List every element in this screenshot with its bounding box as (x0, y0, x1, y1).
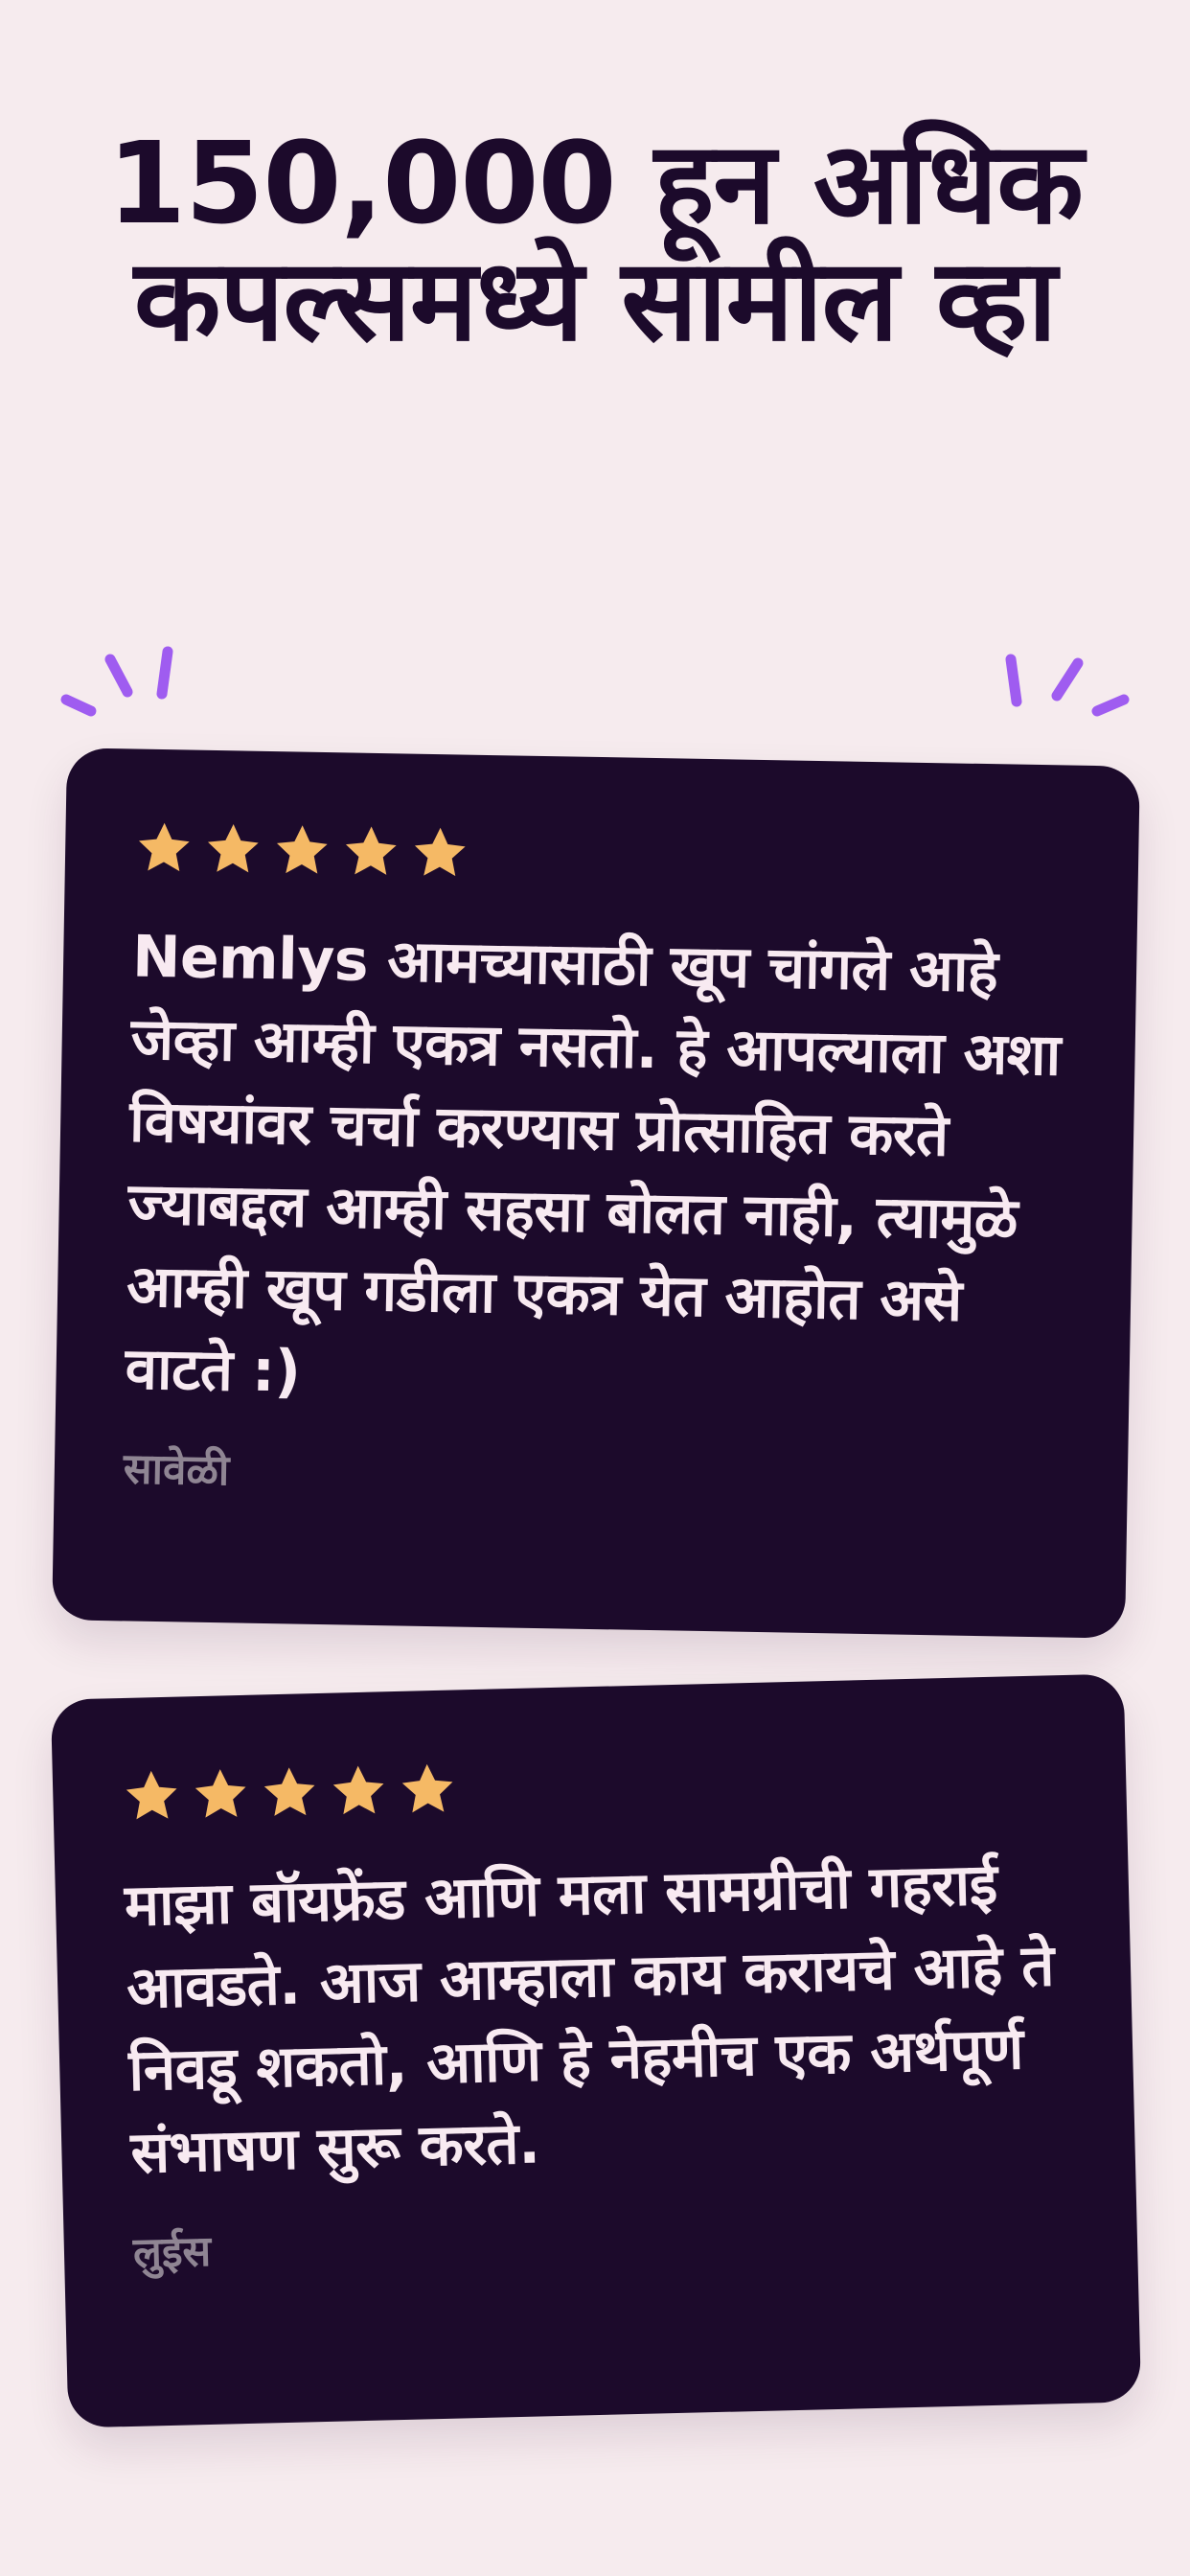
star-icon (260, 1762, 320, 1823)
star-icon (134, 818, 195, 879)
rating-stars (134, 818, 1070, 894)
star-icon (398, 1759, 458, 1819)
sparkle-icon (1001, 642, 1135, 728)
rating-stars (122, 1744, 1058, 1827)
star-icon (203, 819, 263, 880)
star-icon (191, 1764, 251, 1825)
star-icon (272, 820, 332, 881)
star-icon (341, 821, 401, 882)
sparkle-icon (53, 642, 187, 728)
review-text: माझा बॉयफ्रेंड आणि मला सामग्रीची गहराई आवडते. आज आम्हाला काय करायचे आहे ते निवडू शकतो, आणि हे नेहमीच एक अर्थपूर्ण संभाषण सुरू करते. (124, 1851, 1055, 2187)
star-icon (410, 823, 470, 884)
review-card (51, 1673, 1141, 2427)
star-icon (329, 1760, 389, 1821)
review-author: सावेळी (123, 1444, 230, 1496)
review-card (52, 748, 1140, 1638)
review-text: Nemlys आमच्यासाठी खूप चांगले आहे जेव्हा आम्ही एकत्र नसतो. हे आपल्याला अशा विषयांवर चर्चा करण्यास प्रोत्साहित करते ज्याबद्दल आम्ही सहसा बोलत नाही, त्यामुळे आम्ही खूप गडीला एकत्र येत आहोत असे वाटते :) (125, 923, 1062, 1406)
page-title: 150,000 हून अधिक कपल्समध्ये सामील व्हा (107, 117, 1083, 366)
star-icon (122, 1766, 182, 1827)
review-author: लुईस (132, 2226, 212, 2278)
